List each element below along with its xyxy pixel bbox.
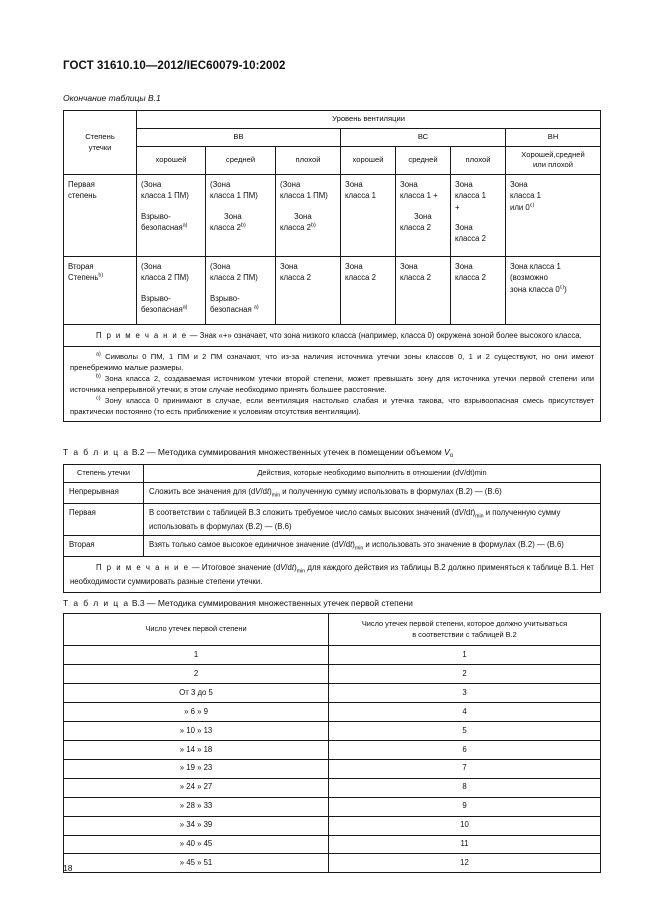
- cell-second-bc-good: [341, 257, 396, 325]
- table-b2: [63, 464, 601, 593]
- cell-text-line: Взрыво-: [210, 293, 240, 303]
- table-row: [64, 175, 601, 257]
- cell-text-line: [280, 211, 336, 222]
- action-subscript: min: [475, 513, 484, 520]
- action-text: Сложить все значения для (d: [149, 486, 256, 496]
- b3-count: » 10 » 13: [64, 722, 329, 741]
- table-b2-caption: [63, 447, 453, 459]
- action-text: /d: [260, 486, 267, 496]
- cell-first-bh: [506, 175, 601, 257]
- note-label: П р и м е ч а н и е: [96, 331, 188, 341]
- table-b1-caption-prefix: Окончание таблицы: [63, 93, 146, 103]
- b3-value: 1: [329, 646, 601, 665]
- cell-text-line: +: [455, 202, 460, 212]
- b3-value: 9: [329, 797, 601, 816]
- cell-first-bc-poor: [451, 175, 506, 257]
- cell-text-line: класса 2: [345, 273, 377, 283]
- table-b1-caption: [63, 93, 161, 103]
- b2-header-actions: Действия, которые необходимо выполнить в отношении (dV/dt)min: [144, 465, 601, 483]
- action-text: и полученную сумму использовать в формулах (В.2) — (В.6): [280, 486, 502, 496]
- cell-first-bb-medium: [206, 175, 276, 257]
- cell-text-line: (Зона: [210, 180, 231, 190]
- cell-text-line: Зона: [455, 262, 473, 272]
- table-b3-caption-number: В.3: [131, 598, 145, 608]
- b3-value: 2: [329, 665, 601, 684]
- cell-text: Зона: [294, 211, 312, 221]
- cell-text-line: класса 2: [400, 273, 432, 283]
- cell-text-line: класса 1 +: [400, 191, 438, 201]
- cell-text: класса 2: [280, 223, 312, 233]
- header-bb-poor: плохой: [276, 146, 341, 175]
- cell-first-bb-good: [137, 175, 206, 257]
- cell-text-line: класса 2 ПМ): [210, 273, 258, 283]
- cell-text-line: класса 1 ПМ): [141, 191, 189, 201]
- cell-text-line: [210, 222, 271, 233]
- b3-header-line1: Число утечек первой степени, которое должно учитываться: [361, 619, 568, 628]
- b3-count: 2: [64, 665, 329, 684]
- table-b2-caption-label: Т а б л и ц а: [63, 447, 130, 457]
- cell-text-line: (Зона: [141, 180, 162, 190]
- page-number: 18: [63, 863, 73, 873]
- table-row: [64, 646, 601, 665]
- cell-text-line: Зона: [510, 180, 528, 190]
- b3-count: » 34 » 39: [64, 816, 329, 835]
- table-b1-note-row: [64, 325, 601, 347]
- table-b3-caption-label: Т а б л и ц а: [63, 598, 130, 608]
- b2-header-degree: Степень утечки: [64, 465, 144, 483]
- table-b1: [63, 110, 601, 422]
- footnote-marker: b): [98, 272, 104, 279]
- note-symbol-v: V: [280, 563, 286, 573]
- b2-degree-first: Первая: [64, 503, 144, 535]
- note-text: — Итоговое значение (d: [189, 563, 281, 573]
- footnote-item: [70, 395, 594, 417]
- cell-text-line: Зона: [280, 262, 298, 272]
- action-symbol-v: V: [338, 540, 344, 550]
- action-symbol-t: t: [266, 486, 270, 496]
- cell-text-line: Зона: [400, 262, 418, 272]
- b2-degree-second: Вторая: [64, 536, 144, 557]
- cell-second-bb-poor: [276, 257, 341, 325]
- cell-text-line: класса 1: [345, 191, 377, 201]
- b3-value: 10: [329, 816, 601, 835]
- header-degree-line2: утечки: [88, 142, 112, 152]
- action-text: и использовать это значение в формулах (В.2) — (В.6): [363, 540, 564, 550]
- cell-text-line: класса 2: [280, 273, 312, 283]
- standard-header: ГОСТ 31610.10—2012/IEC60079-10:2002: [63, 60, 286, 72]
- b3-value: 4: [329, 703, 601, 722]
- footnote-marker: a): [253, 304, 259, 311]
- cell-text: Зона: [224, 211, 242, 221]
- table-row: [64, 665, 601, 684]
- table-b1-header-row-2: [64, 128, 601, 146]
- cell-text-line: Взрыво-: [141, 211, 171, 221]
- footnote-marker: a): [182, 222, 188, 229]
- b3-value: 8: [329, 778, 601, 797]
- action-text: В соответствии с таблицей В.3 сложить требуемое число самых высоких значений (d: [149, 507, 459, 517]
- cell-second-bh: [506, 257, 601, 325]
- table-row: [64, 854, 601, 873]
- table-row: [64, 816, 601, 835]
- cell-text-line: класса 1 ПМ): [210, 191, 258, 201]
- header-group-bb: ВВ: [137, 128, 341, 146]
- row-label-second-degree: [64, 257, 137, 325]
- footnote-item: [70, 373, 594, 395]
- b3-header-leak-count: Число утечек первой степени: [64, 614, 329, 646]
- cell-text-line: Зона: [455, 223, 473, 233]
- b3-header-considered-count: [329, 614, 601, 646]
- cell-text: ): [564, 284, 567, 294]
- table-row: [64, 759, 601, 778]
- table-row: [64, 778, 601, 797]
- cell-text: безопасная: [141, 223, 183, 233]
- action-text: /d: [343, 540, 351, 550]
- table-row: [64, 703, 601, 722]
- cell-text-line: Зона: [455, 180, 473, 190]
- cell-text: безопасная: [141, 305, 183, 315]
- row-label-line2: степень: [68, 191, 97, 201]
- b3-value: 11: [329, 835, 601, 854]
- note-symbol-t: t: [291, 563, 295, 573]
- b3-count: » 24 » 27: [64, 778, 329, 797]
- table-b3-caption: [63, 598, 413, 608]
- header-bh-any: [506, 146, 601, 175]
- footnote-marker: c): [96, 395, 101, 402]
- cell-text-line: [400, 211, 446, 222]
- b3-value: 3: [329, 684, 601, 703]
- note-text: /d: [285, 563, 292, 573]
- header-bb-good: хорошей: [137, 146, 206, 175]
- footnote-marker: a): [182, 304, 188, 311]
- header-group-bh: ВН: [506, 128, 601, 146]
- table-b1-footnotes: [64, 347, 601, 422]
- cell-text: зона класса 0: [510, 284, 560, 294]
- b3-count: От 3 до 5: [64, 684, 329, 703]
- b2-degree-continuous: Непрерывная: [64, 482, 144, 503]
- action-symbol-v: V: [255, 486, 261, 496]
- table-b1-header-row-1: [64, 111, 601, 129]
- footnote-marker: b): [311, 222, 316, 229]
- table-row: [64, 503, 601, 535]
- b3-count: » 28 » 33: [64, 797, 329, 816]
- cell-text-line: класса 2: [455, 234, 487, 244]
- note-label: П р и м е ч а н и е: [96, 563, 190, 573]
- b2-action-first: В соответствии с таблицей В.3 сложить требуемое число самых высоких значений $(dV/dt)_{min}$ и полученную сумму использовать в формулах (В.2) — (В.6): [144, 503, 601, 535]
- header-bc-good: хорошей: [341, 146, 396, 175]
- table-row: [64, 482, 601, 503]
- table-b2-note-row: [64, 557, 601, 593]
- note-text: — Знак «+» означает, что зона низкого класса (например, класса 0) окружена зоной более высокого класса.: [187, 331, 582, 341]
- cell-text-line: класса 2 ПМ): [141, 273, 189, 283]
- cell-text-line: (Зона: [141, 262, 162, 272]
- footnote-text: Зона класса 2, создаваемая источником утечки второй степени, может превышать зону для источника утечки первой степени или источника непрерывной утечки; в этом случае необходимо принять большее расстояние.: [70, 374, 595, 395]
- cell-text-line: [210, 211, 271, 222]
- cell-text-line: [141, 304, 201, 315]
- b3-count: » 40 » 45: [64, 835, 329, 854]
- header-degree-of-leak: [64, 111, 137, 175]
- b2-action-continuous: Сложить все значения для $(dV/dt)_{min}$ и полученную сумму использовать в формулах (В.2) — (В.6): [144, 482, 601, 503]
- footnote-marker: c): [559, 284, 565, 291]
- cell-text-line: Зона класса 1: [510, 262, 561, 272]
- cell-text-line: (Зона: [280, 180, 301, 190]
- table-b2-caption-symbol-sub: o: [449, 453, 454, 459]
- cell-text: безопасная: [210, 305, 254, 315]
- cell-text-line: [141, 222, 201, 233]
- cell-text-line: Взрыво-: [141, 293, 171, 303]
- cell-text-line: [510, 202, 596, 213]
- table-b2-header-row: [64, 465, 601, 483]
- header-bc-poor: плохой: [451, 146, 506, 175]
- row-label-line2: [68, 272, 132, 283]
- cell-text-line: [210, 304, 271, 315]
- cell-first-bc-good: [341, 175, 396, 257]
- header-bb-medium: средней: [206, 146, 276, 175]
- action-text: и полученную сумму использовать в формулах (В.2) — (В.6): [149, 507, 561, 531]
- b3-value: 6: [329, 741, 601, 760]
- b3-value: 12: [329, 854, 601, 873]
- footnote-marker: b): [96, 373, 101, 380]
- cell-second-bc-medium: [396, 257, 451, 325]
- header-bc-medium: средней: [396, 146, 451, 175]
- cell-first-bb-poor: [276, 175, 341, 257]
- cell-text: или 0: [510, 202, 530, 212]
- table-b3-caption-text: — Методика суммирования множественных утечек первой степени: [144, 598, 413, 608]
- action-symbol-t: t: [350, 540, 353, 550]
- table-b1-header-row-3: [64, 146, 601, 175]
- header-bh-line2: или плохой: [533, 160, 574, 170]
- cell-text-line: [280, 222, 336, 233]
- cell-text-line: класса 1 ПМ): [280, 191, 328, 201]
- cell-text-line: класса 1: [455, 191, 487, 201]
- table-row: [64, 536, 601, 557]
- footnote-text: Зону класса 0 принимают в случае, если вентиляция настолько слабая и утечка такова, что взрывоопасная смесь присутствует практически постоянно (то есть приближение к условиям отсутствия вентиляции).: [70, 396, 595, 417]
- cell-text-line: (возможно: [510, 273, 548, 283]
- table-row: [64, 741, 601, 760]
- action-symbol-v: V: [458, 507, 464, 517]
- row-label-first-degree: [64, 175, 137, 257]
- header-ventilation-level: Уровень вентиляции: [137, 111, 601, 129]
- footnote-marker: b): [241, 222, 246, 229]
- header-bh-line1: Хорошей,средней: [521, 149, 585, 159]
- b3-count: 1: [64, 646, 329, 665]
- b3-count: » 6 » 9: [64, 703, 329, 722]
- cell-text-line: класса 2: [400, 223, 432, 233]
- action-subscript: min: [271, 492, 281, 499]
- table-row: [64, 797, 601, 816]
- footnote-marker: c): [529, 202, 535, 209]
- footnote-item: [70, 351, 594, 373]
- table-b2-caption-number: В.2: [131, 447, 145, 457]
- b3-value: 7: [329, 759, 601, 778]
- cell-text-line: Зона: [345, 262, 363, 272]
- row-label-line1: Вторая: [68, 262, 94, 272]
- cell-second-bb-good: [137, 257, 206, 325]
- cell-text-line: класса 2: [455, 273, 487, 283]
- cell-text: Зона: [414, 211, 432, 221]
- cell-text-line: (Зона: [210, 262, 231, 272]
- action-symbol-t: t: [470, 507, 473, 517]
- table-row: [64, 835, 601, 854]
- table-b2-note: П р и м е ч а н и е — Итоговое значение $(dV/dt)_{min}$ для каждого действия из таблицы В.2 должно применяться к таблице В.1. Нет необходимости суммировать разные степени утечки.: [64, 557, 601, 593]
- table-b1-footnotes-row: [64, 347, 601, 422]
- cell-text: Степень: [68, 273, 99, 283]
- b3-count: » 45 » 51: [64, 854, 329, 873]
- b3-count: » 14 » 18: [64, 741, 329, 760]
- table-b3: [63, 613, 601, 873]
- row-label-line1: Первая: [68, 180, 95, 190]
- table-b3-header-row: [64, 614, 601, 646]
- header-group-bc: ВС: [341, 128, 506, 146]
- cell-text: класса 2: [210, 223, 242, 233]
- note-text: для каждого действия из таблицы В.2 должно применяться к таблице В.1. Нет необходимости суммировать разные степени утечки.: [70, 563, 594, 587]
- b3-header-line2: в соответствии с таблицей В.2: [412, 629, 517, 639]
- table-row: [64, 722, 601, 741]
- cell-second-bb-medium: [206, 257, 276, 325]
- cell-text-line: класса 1: [510, 191, 542, 201]
- table-b1-caption-number: В.1: [147, 93, 161, 103]
- cell-second-bc-poor: [451, 257, 506, 325]
- table-row: [64, 257, 601, 325]
- footnote-text: Символы 0 ПМ, 1 ПМ и 2 ПМ означают, что из-за наличия источника утечки зоны классов 0, 1 и 2 существуют, но они имеют пренебрежимо малые размеры.: [70, 352, 595, 373]
- footnote-marker: a): [96, 351, 101, 358]
- table-b2-caption-text: — Методика суммирования множественных утечек в помещении объемом: [144, 447, 442, 457]
- cell-first-bc-medium: [396, 175, 451, 257]
- b3-value: 5: [329, 722, 601, 741]
- table-b2-caption-symbol: V: [444, 447, 450, 457]
- header-degree-line1: Степень: [85, 131, 115, 141]
- action-text: Взять только самое высокое единичное значение (d: [149, 540, 339, 550]
- cell-text-line: Зона: [345, 180, 363, 190]
- note-subscript: min: [296, 568, 306, 575]
- b3-count: » 19 » 23: [64, 759, 329, 778]
- cell-text-line: Зона: [400, 180, 418, 190]
- cell-text-line: [510, 284, 596, 295]
- table-b1-note: [64, 325, 601, 347]
- action-subscript: min: [354, 545, 364, 552]
- action-text: /d: [463, 507, 471, 517]
- table-row: [64, 684, 601, 703]
- b2-action-second: Взять только самое высокое единичное значение $(dV/dt)_{min}$ и использовать это значение в формулах (В.2) — (В.6): [144, 536, 601, 557]
